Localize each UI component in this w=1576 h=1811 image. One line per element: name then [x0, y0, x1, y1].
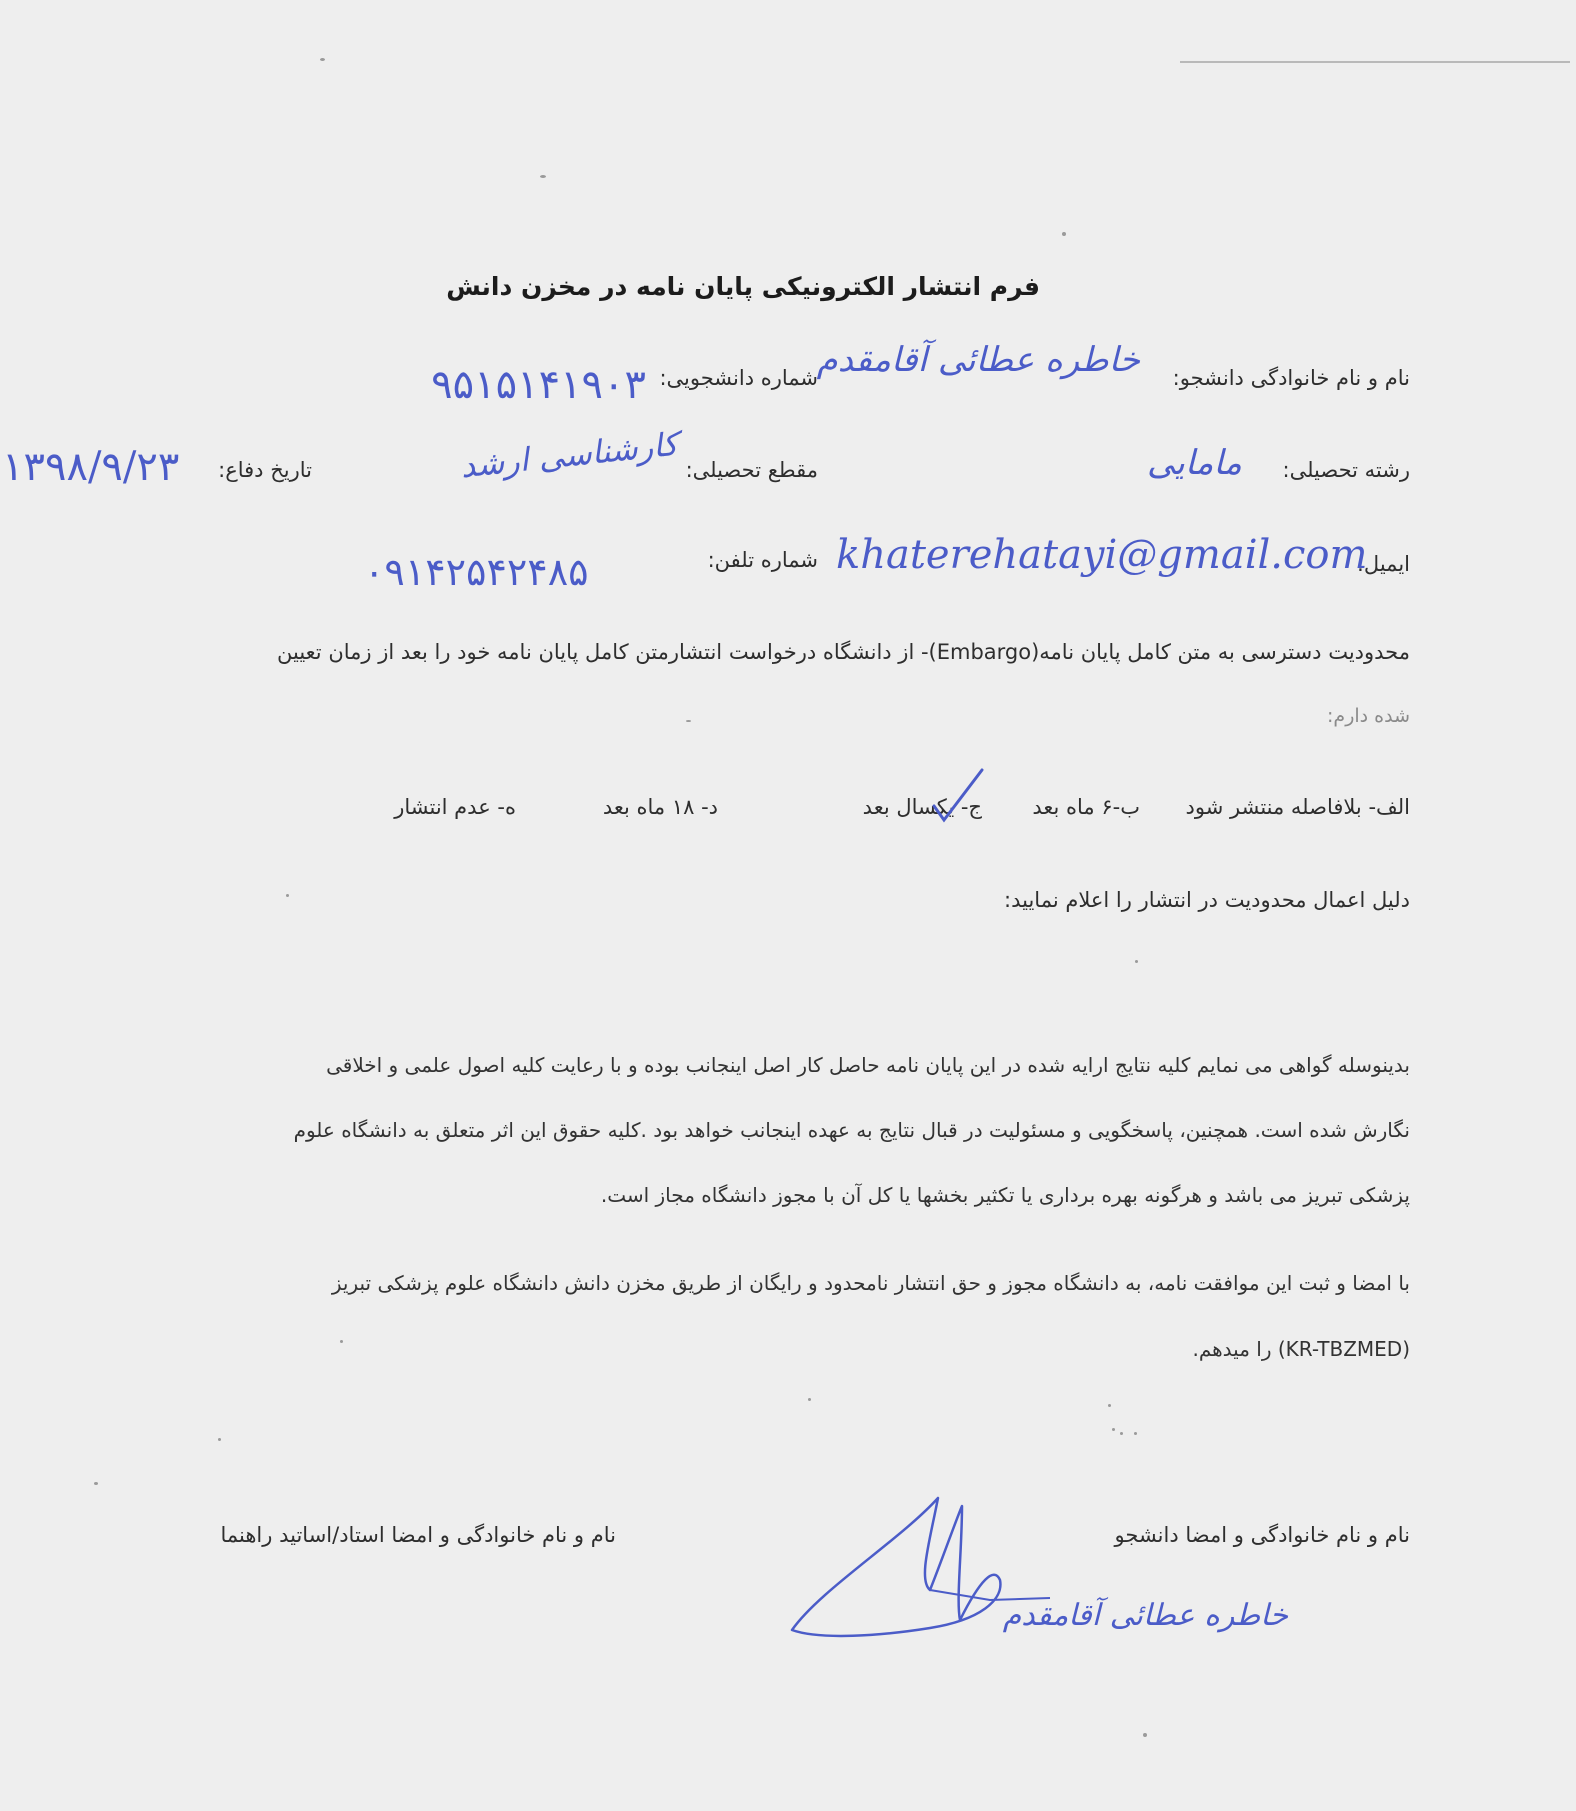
- student-id-value: ۹۵۱۵۱۴۱۹۰۳: [431, 362, 646, 408]
- degree-label: مقطع تحصیلی:: [685, 458, 818, 482]
- email-value: khaterehatayi@gmail.com: [836, 532, 1368, 578]
- declaration-line-1: بدینوسله گواهی می نمایم کلیه نتایج ارایه شده در این پایان نامه حاصل کار اصل اینجانب بوده و با رعایت کلیه اصول علمی و اخلاقی: [326, 1053, 1410, 1077]
- student-id-label: شماره دانشجویی:: [659, 366, 818, 390]
- scan-speck: [1112, 1428, 1115, 1431]
- scan-edge-line: [1180, 61, 1570, 63]
- embargo-option-c: ج- یکسال بعد: [862, 795, 982, 819]
- name-label: نام و نام خانوادگی دانشجو:: [1172, 366, 1410, 390]
- embargo-option-b: ب-۶ ماه بعد: [1032, 795, 1140, 819]
- scan-speck: [320, 58, 325, 61]
- scan-speck: [1062, 232, 1066, 236]
- scan-speck: [286, 894, 289, 897]
- consent-line-1: با امضا و ثبت این موافقت نامه، به دانشگاه مجوز و حق انتشار نامحدود و رایگان از طریق مخزن دانش دانشگاه علوم پزشکی تبریز: [331, 1271, 1410, 1295]
- major-value: مامایی: [1147, 443, 1242, 483]
- scan-speck: [218, 1438, 221, 1441]
- email-label: ایمیل:: [1356, 552, 1410, 576]
- name-value: خاطره عطائی آقامقدم: [816, 340, 1140, 380]
- student-handwritten-name: خاطره عطائی آقامقدم: [1002, 1598, 1288, 1633]
- consent-line-2: (KR-TBZMED) را میدهم.: [1192, 1337, 1410, 1361]
- scan-speck: [340, 1340, 343, 1343]
- scan-speck: [686, 720, 691, 722]
- scan-speck: [94, 1482, 98, 1485]
- declaration-line-2: نگارش شده است. همچنین، پاسخگویی و مسئولیت در قبال نتایج به عهده اینجانب خواهد بود .کلیه حقوق این اثر متعلق به دانشگاه علوم: [293, 1118, 1410, 1142]
- defense-date-value: ۱۳۹۸/۹/۲۳: [2, 444, 180, 490]
- declaration-line-3: پزشکی تبریز می باشد و هرگونه بهره برداری یا تکثیر بخشها یا کل آن با مجوز دانشگاه مجاز است.: [600, 1183, 1410, 1207]
- phone-value: ۰۹۱۴۲۵۴۲۴۸۵: [364, 550, 589, 594]
- student-signature-icon: [780, 1470, 1060, 1670]
- scan-speck: [1143, 1733, 1147, 1737]
- embargo-reason-label: دلیل اعمال محدودیت در انتشار را اعلام نمایید:: [1004, 888, 1410, 912]
- embargo-line-2: شده دارم:: [1327, 705, 1410, 727]
- phone-label: شماره تلفن:: [707, 548, 818, 572]
- scan-speck: [808, 1398, 811, 1401]
- advisor-signature-label: نام و نام خانوادگی و امضا استاد/اساتید راهنما: [220, 1523, 616, 1547]
- form-title: فرم انتشار الکترونیکی پایان نامه در مخزن دانش: [446, 272, 1040, 301]
- scan-speck: [1134, 1432, 1137, 1435]
- major-label: رشته تحصیلی:: [1282, 458, 1410, 482]
- scan-speck: [540, 175, 546, 178]
- embargo-line-1: محدودیت دسترسی به متن کامل پایان نامه(Embargo)- از دانشگاه درخواست انتشارمتن کامل پایان نامه خود را بعد از زمان تعیین: [277, 640, 1410, 664]
- check-mark-icon: [930, 766, 986, 826]
- scan-speck: [1108, 1404, 1111, 1407]
- embargo-option-d: د- ۱۸ ماه بعد: [602, 795, 718, 819]
- scan-speck: [1135, 960, 1138, 963]
- embargo-option-a: الف- بلافاصله منتشر شود: [1185, 795, 1410, 819]
- scan-speck: [1120, 1432, 1123, 1435]
- defense-date-label: تاریخ دفاع:: [218, 458, 312, 482]
- embargo-option-e: ه- عدم انتشار: [394, 795, 516, 819]
- degree-value: کارشناسی ارشد: [458, 424, 680, 486]
- student-signature-label: نام و نام خانوادگی و امضا دانشجو: [1114, 1523, 1410, 1547]
